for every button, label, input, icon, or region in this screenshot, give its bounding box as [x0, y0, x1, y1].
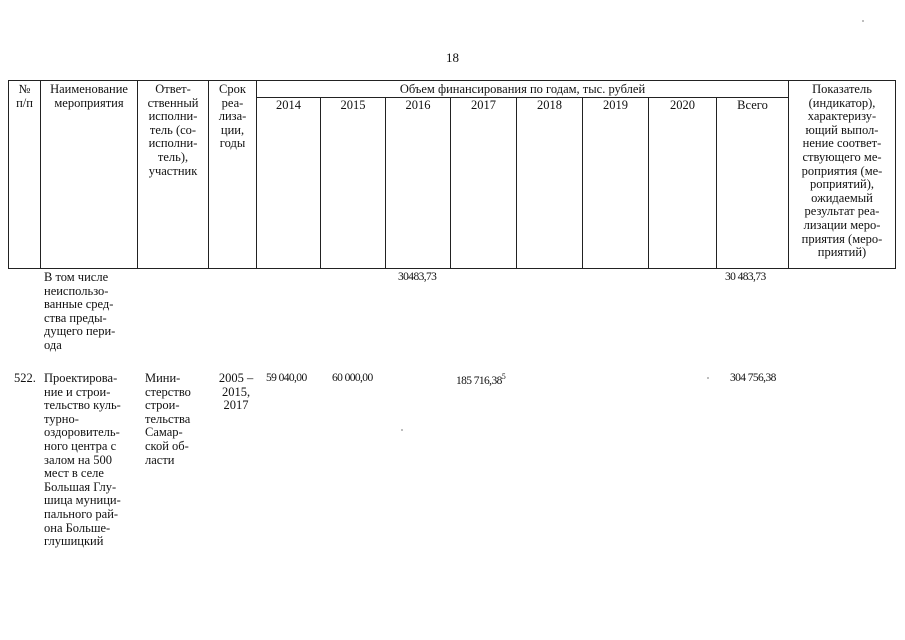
header-number: № п/п [16, 82, 33, 110]
header-executor: Ответ- ственный исполни- тель (со- исполни- тель), участник [147, 82, 199, 178]
header-indicator: Показатель (индикатор), характеризу- ющий выпол- нение соответ- ствующего ме- роприятия (ме- роприятий), ожидаемый результат реа- лизации меро- приятия (меро- приятий) [801, 82, 883, 260]
row-522-2015: 60 000,00 [332, 372, 373, 384]
header-year-2019: 2019 [603, 98, 628, 112]
header-year-2017: 2017 [471, 98, 496, 112]
header-total: Всего [737, 98, 768, 112]
row-522-executor: Мини- стерство строи- тельства Самар- ской об- ласти [145, 371, 191, 467]
row-522-event-name: Проектирова- ние и строи- тельство куль- турно- оздоровитель- ного центра с залом на 500 мест в селе Большая Глу- шица муници- пального рай- она Больше- глушицкий [44, 371, 121, 549]
header-term: Срок реа- лиза- ции, годы [218, 82, 247, 151]
header-year-2014: 2014 [276, 98, 301, 112]
row-522-term: 2005 – 2015, 2017 [218, 371, 254, 413]
footnote-mark: 5 [501, 372, 506, 381]
table-row-unused-funds: В том числе неиспользо- ванные сред- ства преды- дущего пери- ода [44, 270, 116, 352]
unused-funds-2016: 30483,73 [398, 271, 437, 283]
header-year-2018: 2018 [537, 98, 562, 112]
row-522-number: 522. [14, 371, 36, 385]
page-number: 18 [446, 50, 459, 65]
header-event-name: Наименование мероприятия [50, 82, 128, 110]
row-522-2014: 59 040,00 [266, 372, 307, 384]
row-522-total: 304 756,38 [730, 372, 776, 384]
scan-speck [862, 20, 864, 22]
unused-funds-total: 30 483,73 [725, 271, 766, 283]
header-year-2020: 2020 [670, 98, 695, 112]
scan-speck [707, 377, 709, 379]
header-year-2016: 2016 [405, 98, 431, 112]
scan-speck [401, 429, 403, 431]
header-year-2015: 2015 [340, 98, 366, 112]
header-funding: Объем финансирования по годам, тыс. рублей [399, 82, 646, 96]
row-522-2017: 185 716,38$^5$ [456, 372, 506, 387]
